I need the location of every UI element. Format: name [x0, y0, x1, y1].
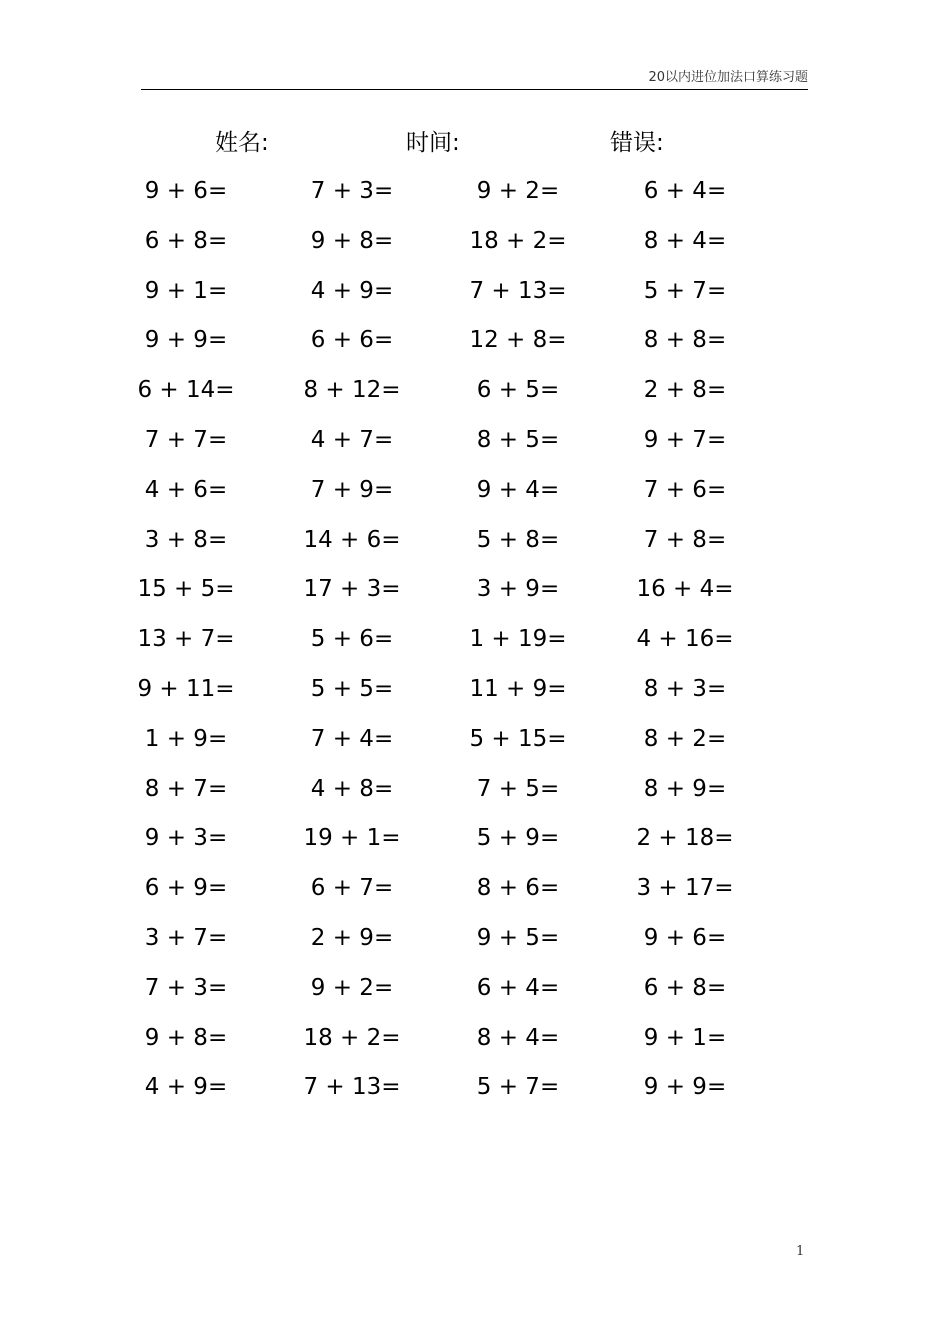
problem-item: 6 + 4= [476, 974, 560, 1001]
problem-item: 8 + 4= [476, 1024, 560, 1051]
problem-item: 8 + 9= [643, 775, 727, 802]
problem-item: 7 + 13= [303, 1074, 401, 1101]
problem-item: 11 + 9= [469, 675, 567, 702]
problem-row [0, 772, 950, 822]
problem-item: 9 + 6= [144, 178, 228, 204]
problem-row [0, 722, 950, 772]
problem-item: 9 + 9= [144, 327, 228, 354]
problem-item: 9 + 4= [476, 476, 560, 503]
page-number: 1 [796, 1244, 805, 1259]
problem-item: 4 + 9= [310, 277, 394, 304]
problem-row [0, 871, 950, 921]
problem-item: 12 + 8= [469, 327, 567, 354]
problem-item: 9 + 2= [310, 974, 394, 1001]
problem-row [0, 622, 950, 672]
problem-item: 6 + 9= [144, 875, 228, 902]
problem-item: 5 + 15= [469, 725, 567, 752]
problem-row [0, 323, 950, 373]
problem-item: 2 + 18= [636, 825, 734, 852]
problem-item: 9 + 6= [643, 924, 727, 951]
problem-item: 5 + 6= [310, 626, 394, 653]
problem-item: 5 + 8= [476, 526, 560, 553]
problem-row [0, 274, 950, 324]
problem-item: 9 + 3= [144, 825, 228, 852]
problem-item: 6 + 5= [476, 377, 560, 404]
problem-item: 6 + 14= [137, 377, 235, 404]
problem-row [0, 174, 950, 224]
problem-item: 8 + 6= [476, 875, 560, 902]
problem-item: 8 + 2= [643, 725, 727, 752]
problem-item: 6 + 8= [643, 974, 727, 1001]
problem-item: 13 + 7= [137, 626, 235, 653]
student-info-fields [0, 126, 950, 160]
problem-row [0, 1070, 950, 1120]
problem-item: 7 + 5= [476, 775, 560, 802]
problem-item: 18 + 2= [303, 1024, 401, 1051]
problem-item: 1 + 19= [469, 626, 567, 653]
problem-row [0, 473, 950, 523]
problem-row [0, 572, 950, 622]
errors-field-label: 错误: [610, 130, 664, 156]
document-title: 20以内进位加法口算练习题 [648, 70, 808, 85]
problem-item: 4 + 9= [144, 1074, 228, 1101]
problem-row [0, 523, 950, 573]
problem-row [0, 373, 950, 423]
problem-item: 3 + 9= [476, 576, 560, 603]
problem-item: 6 + 7= [310, 875, 394, 902]
problem-item: 18 + 2= [469, 227, 567, 254]
problem-item: 9 + 7= [643, 426, 727, 453]
problem-item: 9 + 8= [144, 1024, 228, 1051]
problem-item: 7 + 6= [643, 476, 727, 503]
problem-item: 7 + 13= [469, 277, 567, 304]
name-field-label: 姓名: [215, 130, 269, 156]
problem-grid [0, 174, 950, 1120]
problem-item: 8 + 5= [476, 426, 560, 453]
problem-item: 9 + 9= [643, 1074, 727, 1101]
problem-item: 5 + 5= [310, 675, 394, 702]
problem-item: 16 + 4= [636, 576, 734, 603]
problem-item: 7 + 7= [144, 426, 228, 453]
problem-row [0, 1021, 950, 1071]
problem-row [0, 821, 950, 871]
problem-item: 8 + 7= [144, 775, 228, 802]
header-divider [141, 89, 808, 90]
problem-item: 3 + 7= [144, 924, 228, 951]
problem-item: 5 + 9= [476, 825, 560, 852]
problem-item: 17 + 3= [303, 576, 401, 603]
problem-row [0, 224, 950, 274]
problem-item: 4 + 16= [636, 626, 734, 653]
problem-row [0, 423, 950, 473]
problem-item: 9 + 11= [137, 675, 235, 702]
problem-item: 6 + 6= [310, 327, 394, 354]
problem-item: 3 + 17= [636, 875, 734, 902]
problem-item: 6 + 4= [643, 178, 727, 204]
problem-item: 8 + 3= [643, 675, 727, 702]
problem-row [0, 921, 950, 971]
problem-item: 7 + 9= [310, 476, 394, 503]
time-field-label: 时间: [406, 130, 460, 156]
problem-item: 7 + 8= [643, 526, 727, 553]
problem-item: 19 + 1= [303, 825, 401, 852]
problem-item: 9 + 1= [643, 1024, 727, 1051]
problem-item: 5 + 7= [643, 277, 727, 304]
problem-item: 14 + 6= [303, 526, 401, 553]
problem-item: 3 + 8= [144, 526, 228, 553]
problem-item: 1 + 9= [144, 725, 228, 752]
problem-item: 15 + 5= [137, 576, 235, 603]
problem-item: 8 + 4= [643, 227, 727, 254]
problem-item: 6 + 8= [144, 227, 228, 254]
problem-item: 4 + 8= [310, 775, 394, 802]
problem-item: 9 + 1= [144, 277, 228, 304]
problem-item: 9 + 2= [476, 178, 560, 204]
problem-item: 2 + 9= [310, 924, 394, 951]
problem-row [0, 971, 950, 1021]
problem-item: 8 + 8= [643, 327, 727, 354]
problem-item: 5 + 7= [476, 1074, 560, 1101]
problem-item: 7 + 4= [310, 725, 394, 752]
problem-item: 9 + 8= [310, 227, 394, 254]
problem-item: 4 + 6= [144, 476, 228, 503]
problem-item: 7 + 3= [310, 178, 394, 204]
problem-item: 8 + 12= [303, 377, 401, 404]
problem-row [0, 672, 950, 722]
problem-item: 9 + 5= [476, 924, 560, 951]
problem-item: 2 + 8= [643, 377, 727, 404]
problem-item: 7 + 3= [144, 974, 228, 1001]
problem-item: 4 + 7= [310, 426, 394, 453]
